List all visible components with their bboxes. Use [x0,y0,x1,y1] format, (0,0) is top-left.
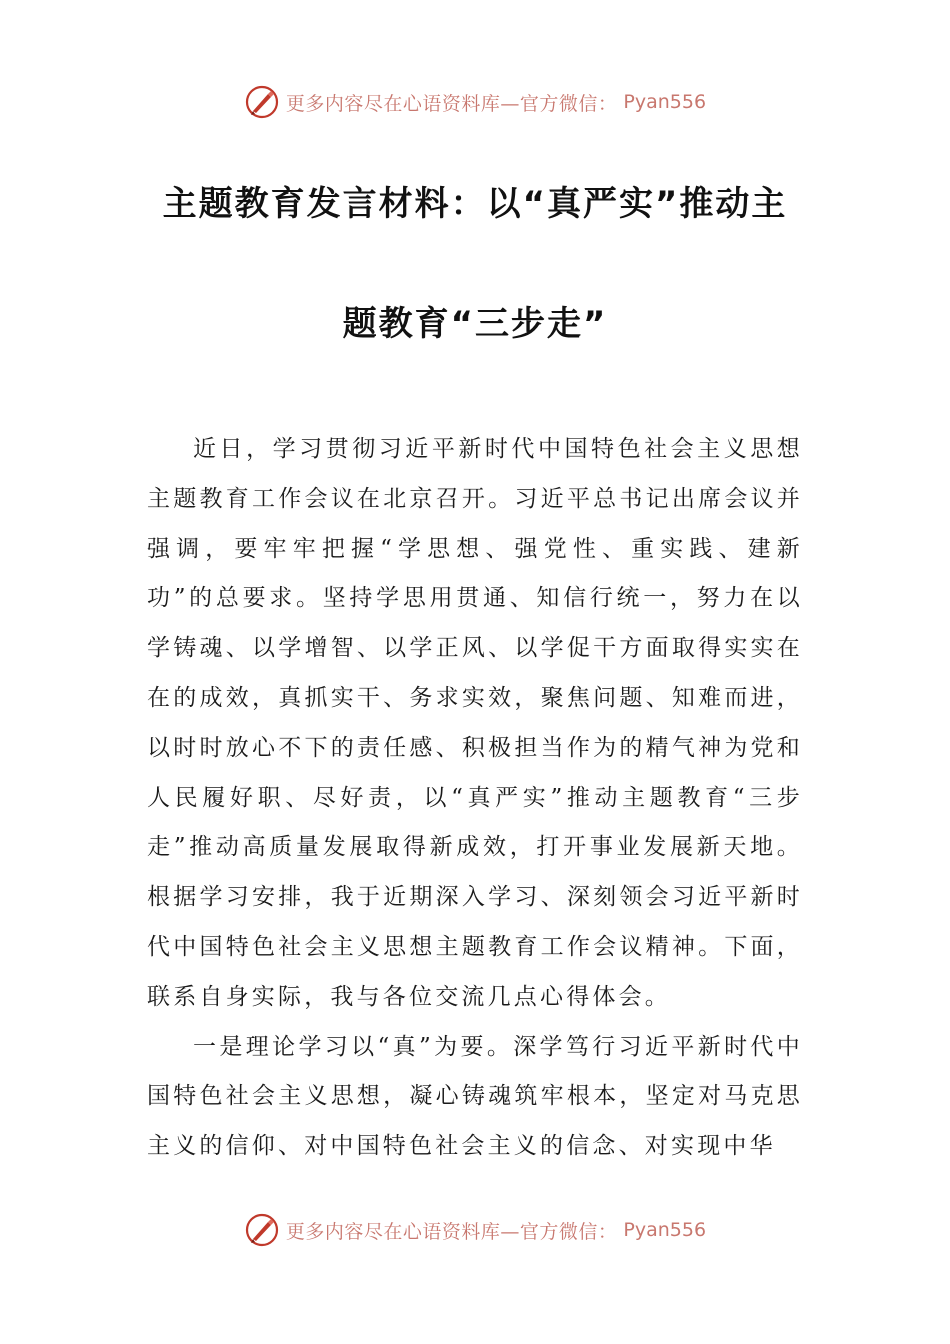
paragraph-2: 一是理论学习以“真”为要。深学笃行习近平新时代中国特色社会主义思想，凝心铸魂筑牢根本，坚定对马克思主义的信仰、对中国特色社会主义的信念、对实现中华 [147,1033,803,1160]
pen-logo-icon [244,1212,280,1248]
watermark-wechat-id: Pyan556 [623,1219,707,1241]
footer-watermark [0,1210,950,1250]
header-watermark [0,82,950,122]
document-title-line-2: 题教育“三步走” [342,304,608,344]
document-title-line-1: 主题教育发言材料：以“真严实”推动主 [162,184,788,224]
document-body [147,425,803,1172]
pen-logo-icon [244,84,280,120]
watermark-text: 更多内容尽在心语资料库—官方微信： [285,1220,618,1243]
watermark-wechat-id: Pyan556 [623,91,707,113]
watermark-text: 更多内容尽在心语资料库—官方微信： [285,92,618,115]
paragraph-1: 近日，学习贯彻习近平新时代中国特色社会主义思想主题教育工作会议在北京召开。习近平总书记出席会议并强调，要牢牢把握“学思想、强党性、重实践、建新功”的总要求。坚持学思用贯通、知信行统一，努力在以学铸魂、以学增智、以学正风、以学促干方面取得实实在在的成效，真抓实干、务求实效，聚焦问题、知难而进，以时时放心不下的责任感、积极担当作为的精气神为党和人民履好职、尽好责，以“真严实”推动主题教育“三步走”推动高质量发展取得新成效，打开事业发展新天地。根据学习安排，我于近期深入学习、深刻领会习近平新时代中国特色社会主义思想主题教育工作会议精神。下面，联系自身实际，我与各位交流几点心得体会。 [147,436,803,1010]
